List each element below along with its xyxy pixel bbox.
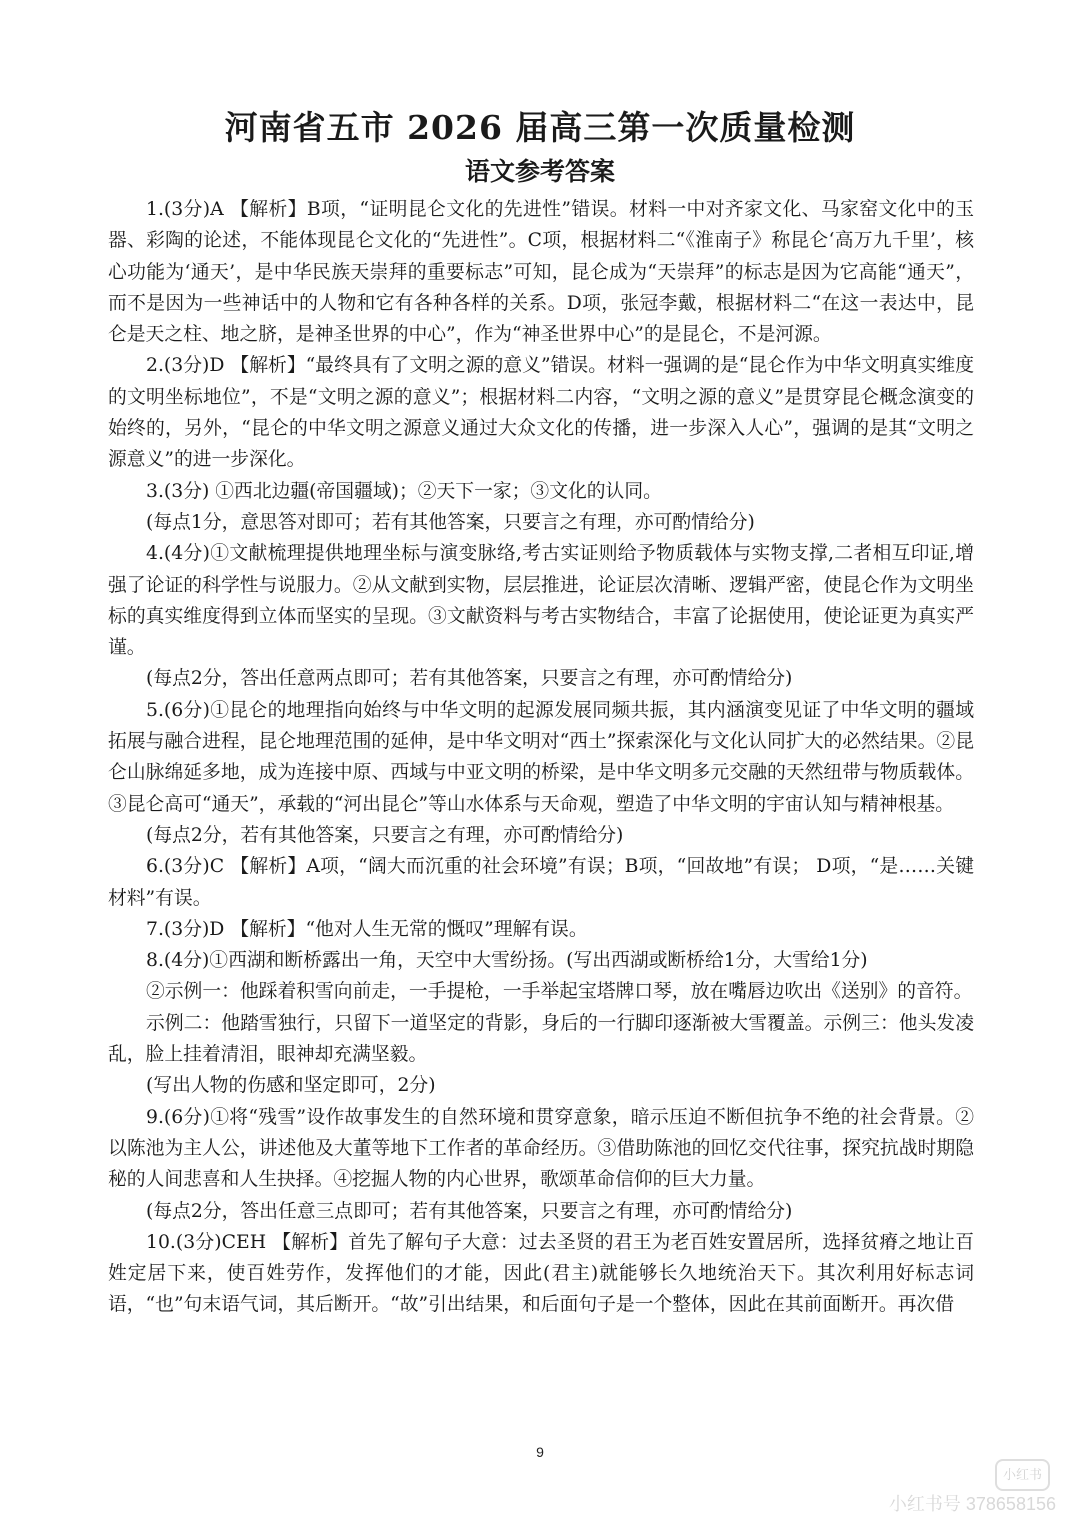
document-title: 河南省五市 2026 届高三第一次质量检测 [224,108,856,147]
answer-paragraph-8-examples: 示例二：他踏雪独行，只留下一道坚定的背影，身后的一行脚印逐渐被大雪覆盖。示例三：他头发凌乱，脸上挂着清泪，眼神却充满坚毅。 [108,1012,974,1066]
answer-paragraph-10: 10.(3分)CEH 【解析】首先了解句子大意：过去圣贤的君王为老百姓安置居所，选择贫瘠之地让百姓定居下来，使百姓劳作，发挥他们的才能，因此(君主)就能够长久地统治天下。其次利用好标志词语，“也”句末语气词，其后断开。“故”引出结果，和后面句子是一个整体，因此在其前面断开。再次借 [108,1231,974,1316]
scoring-note-4: (每点2分，答出任意两点即可；若有其他答案，只要言之有理，亦可酌情给分) [146,668,793,690]
answer-paragraph-3: 3.(3分) ①西北边疆(帝国疆域)；②天下一家；③文化的认同。 [146,480,662,502]
watermark-text: 小红书号 378658156 [888,1494,1056,1514]
answer-paragraph-6: 6.(3分)C 【解析】A项，“阔大而沉重的社会环境”有误；B项，“回故地”有误； D项，“是……关键材料”有误。 [108,856,974,909]
scoring-note-5: (每点2分，若有其他答案，只要言之有理，亦可酌情给分) [146,824,624,846]
document-subtitle: 语文参考答案 [464,157,615,186]
watermark-logo: 小红书 [995,1459,1050,1491]
answer-paragraph-1: 1.(3分)A 【解析】B项，“证明昆仑文化的先进性”错误。材料一中对齐家文化、马家窑文化中的玉器、彩陶的论述，不能体现昆仑文化的“先进性”。C项，根据材料二“《淮南子》称昆仑‘高万九千里’，核心功能为‘通天’，是中华民族天崇拜的重要标志”可知，昆仑成为“天崇拜”的标志是因为它高能“通天”，而不是因为一些神话中的人物和它有各种各样的关系。D项，张冠李戴，根据材料二“在这一表达中，昆仑是天之柱、地之脐，是神圣世界的中心”，作为“神圣世界中心”的是昆仑，不是河源。 [108,199,974,346]
answer-paragraph-4: 4.(4分)①文献梳理提供地理坐标与演变脉络,考古实证则给予物质载体与实物支撑,二者相互印证,增强了论证的科学性与说服力。②从文献到实物，层层推进，论证层次清晰、逻辑严密，使昆仑作为文明坐标的真实维度得到立体而坚实的呈现。③文献资料与考古实物结合，丰富了论据使用，使论证更为真实严谨。 [108,543,974,659]
answer-content [108,194,974,1321]
page-number: 9 [536,1444,544,1460]
watermark [889,1459,1056,1517]
scoring-note-9: (每点2分，答出任意三点即可；若有其他答案，只要言之有理，亦可酌情给分) [146,1200,793,1222]
scoring-note-3: (每点1分，意思答对即可；若有其他答案，只要言之有理，亦可酌情给分) [146,511,755,533]
answer-paragraph-5: 5.(6分)①昆仑的地理指向始终与中华文明的起源发展同频共振，其内涵演变见证了中华文明的疆域拓展与融合进程，昆仑地理范围的延伸，是中华文明对“西土”探索深化与文化认同扩大的必然结果。②昆仑山脉绵延多地，成为连接中原、西域与中亚文明的桥梁，是中华文明多元交融的天然纽带与物质载体。③昆仑高可“通天”，承载的“河出昆仑”等山水体系与天命观，塑造了中华文明的宇宙认知与精神根基。 [108,699,974,815]
answer-paragraph-2: 2.(3分)D 【解析】“最终具有了文明之源的意义”错误。材料一强调的是“昆仑作为中华文明真实维度的文明坐标地位”，不是“文明之源的意义”；根据材料二内容，“文明之源的意义”是贯穿昆仑概念演变的始终的，另外，“昆仑的中华文明之源意义通过大众文化的传播，进一步深入人心”，强调的是其“文明之源意义”的进一步深化。 [108,355,974,471]
answer-paragraph-9: 9.(6分)①将“残雪”设作故事发生的自然环境和贯穿意象，暗示压迫不断但抗争不绝的社会背景。②以陈池为主人公，讲述他及大董等地下工作者的革命经历。③借助陈池的回忆交代往事，探究抗战时期隐秘的人间悲喜和人生抉择。④挖掘人物的内心世界，歌颂革命信仰的巨大力量。 [108,1106,974,1191]
scoring-note-8: (写出人物的伤感和坚定即可，2分) [146,1075,436,1097]
answer-paragraph-7: 7.(3分)D 【解析】“他对人生无常的慨叹”理解有误。 [146,918,588,940]
answer-paragraph-8-part-2: ②示例一：他踩着积雪向前走，一手提枪，一手举起宝塔牌口琴，放在嘴唇边吹出《送别》的音符。 [146,981,973,1003]
answer-paragraph-8: 8.(4分)①西湖和断桥露出一角，天空中大雪纷扬。(写出西湖或断桥给1分，大雪给1分) [146,950,868,972]
